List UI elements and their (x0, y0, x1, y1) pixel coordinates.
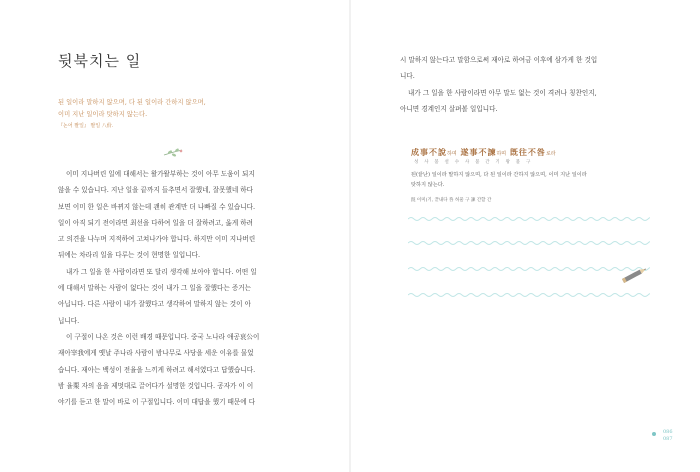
page-numbers (663, 429, 673, 443)
body-line: 시 말하지 않는다고 말함으로써 재아로 하여금 이후에 삼가게 한 것입 (400, 56, 598, 64)
page-gutter (349, 0, 351, 472)
wavy-line (408, 268, 650, 271)
quote-source: 『논어 팔일』 팔일 八佾. (58, 123, 114, 129)
page-number: 086 (663, 429, 673, 435)
translation-line: 탓하지 않는다. (411, 182, 445, 188)
body-line: 이미 지나버린 일에 대해서는 왈가왈부하는 것이 아무 도움이 되지 (66, 170, 255, 178)
hanja-phrase: 成事不說 (411, 147, 447, 157)
body-line: 닙니다. (58, 316, 80, 325)
quote-line: 된 일이라 말하지 않으며, 다 된 일이라 간하지 않으며, (58, 99, 206, 106)
hanja-quote (411, 147, 556, 158)
wavy-line (408, 218, 650, 221)
body-line: 밤 율栗 자의 음을 제멋대로 끌어다가 설명한 것입니다. 공자가 이 이 (58, 381, 254, 390)
body-line: 보면 이미 한 일은 바뀌지 않는데 괜히 관계만 더 나빠질 수 있습니다. (58, 202, 256, 211)
page-title: 뒷북치는 일 (58, 52, 142, 70)
page-marker-dot (652, 432, 656, 436)
writing-practice-lines (408, 215, 650, 305)
body-line: 습니다. 재아는 백성이 전율을 느끼게 하려고 해서였다고 답했습니다. (58, 365, 256, 374)
body-line: 아니면 경계인지 살펴볼 일입니다. (400, 104, 498, 113)
hanja-phrase: 遂事不諫 (460, 147, 497, 157)
body-line: 야기를 듣고 한 말이 바로 이 구절입니다. 이미 대답을 했기 때문에 다 (58, 398, 256, 407)
hanja-particle: 하며 (447, 151, 457, 157)
page-number: 087 (663, 436, 673, 442)
translation (411, 170, 587, 190)
sprig-ornament-icon (162, 146, 184, 160)
quote (58, 97, 206, 120)
body-line: 내가 그 일을 한 사람이라면 아무 말도 없는 것이 격려나 칭찬인지, (408, 88, 597, 97)
body-line: 뒤에는 차라리 일을 다루는 것이 현명한 일입니다. (58, 251, 201, 260)
hanja-particle: 로라 (545, 151, 556, 157)
body-line: 일이 아직 되기 전이라면 최선을 다하여 일을 더 잘하려고, 옳게 하려 (58, 218, 254, 227)
hanja-particle: 하며 (496, 151, 507, 157)
quote-line: 이미 지난 일이라 탓하지 않는다. (58, 110, 148, 118)
body-line: 고 의견을 나누며 지적하여 고쳐나가야 합니다. 하지만 이미 지나버린 (58, 235, 256, 244)
body-line: 아닙니다. 다른 사람이 내가 잘했다고 생각하여 말하지 않는 것이 아 (58, 300, 251, 309)
translation-line: 된(끝난) 일이라 말하지 않으며, 다 된 일이라 간하지 않으며, 이미 지난 일이라 (411, 172, 587, 178)
body-line: 니다. (400, 72, 415, 81)
hanja-phrase: 旣往不咎 (509, 147, 546, 157)
body-text-left (58, 166, 316, 410)
body-line: 재아宰我에게 옛날 주나라 사람이 밤나무로 사당을 세운 이유를 물었 (58, 349, 254, 358)
vocabulary-note: 旣 이미(기, 끝내다 咎 허물 구 諫 간할 간 (411, 198, 492, 203)
body-text-right (400, 52, 650, 117)
pencil-icon (622, 267, 647, 283)
body-line: 에 대해서 말하는 사람이 없다는 것이 내가 그 일을 잘했다는 증거는 (58, 284, 251, 293)
hangul-reading: 성 사 불 설 수 사 불 간 기 왕 불 구 (414, 160, 533, 165)
wavy-line (408, 294, 650, 297)
body-line: 않을 수 있습니다. 지난 일을 끝까지 들추면서 잘했네, 잘못했네 하다 (58, 186, 254, 195)
body-line: 이 구절이 나온 것은 이런 배경 때문입니다. 중국 노나라 애공哀公이 (66, 332, 260, 341)
wavy-line (408, 242, 650, 245)
body-line: 내가 그 일을 한 사람이라면 또 달리 생각해 보아야 합니다. 어떤 일 (66, 267, 257, 276)
